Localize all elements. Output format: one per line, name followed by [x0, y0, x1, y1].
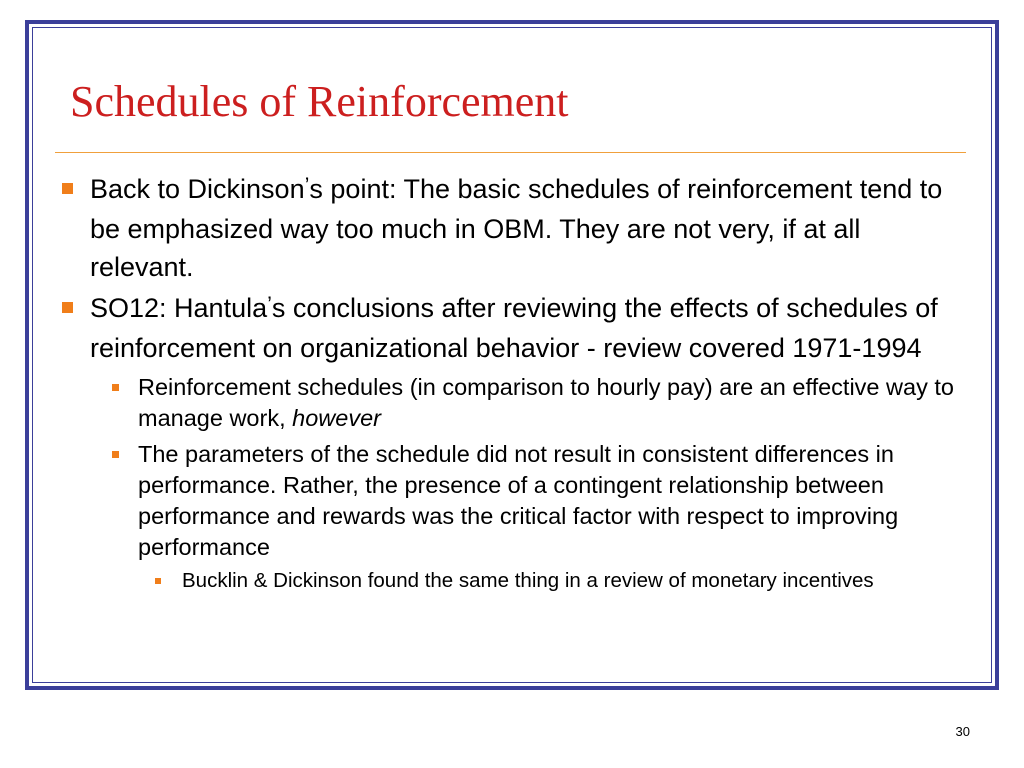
bullet-item-hantula [62, 289, 970, 367]
square-bullet-icon [155, 578, 161, 584]
bullet-text: Back to Dickinson’s point: The basic schedules of reinforcement tend to be emphasized way too much in OBM. They are not very, if at all relevant. [90, 172, 943, 282]
sub-bullet-effective-way [106, 372, 970, 434]
bullet-item-dickinson [62, 170, 970, 286]
sub-bullet-text: Reinforcement schedules (in comparison to hourly pay) are an effective way to manage work, however [138, 374, 954, 431]
sub-sub-bullet-text: Bucklin & Dickinson found the same thing in a review of monetary incentives [182, 569, 874, 592]
slide-body [62, 170, 970, 595]
square-bullet-icon [112, 451, 119, 458]
slide-title: Schedules of Reinforcement [70, 77, 569, 126]
sub-bullet-text: The parameters of the schedule did not result in consistent differences in performance. Rather, the presence of a contingent relationship between performance and rewards was the critical factor with respect to improving performance [138, 441, 899, 560]
bullet-text: SO12: Hantula’s conclusions after reviewing the effects of schedules of reinforcement on organizational behavior - review covered 1971-1994 [90, 291, 938, 363]
sub-bullet-parameters [106, 439, 970, 563]
title-divider [55, 152, 966, 153]
square-bullet-icon [62, 183, 73, 194]
sub-sub-bullet-bucklin [150, 567, 970, 595]
square-bullet-icon [62, 302, 73, 313]
square-bullet-icon [112, 384, 119, 391]
page-number: 30 [955, 724, 970, 739]
